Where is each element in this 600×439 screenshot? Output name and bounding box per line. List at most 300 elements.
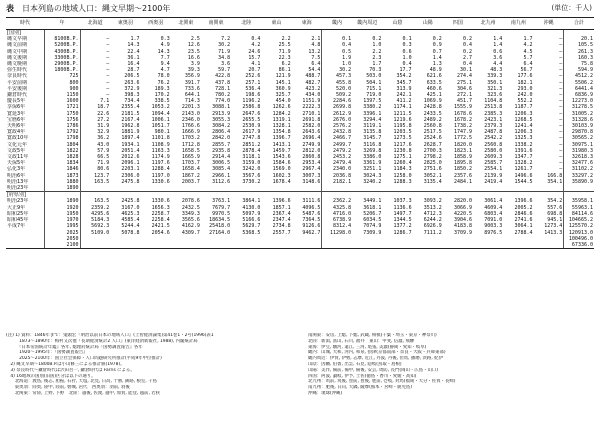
value-cell: 1260.4: [393, 160, 412, 167]
value-cell: [443, 242, 473, 249]
note-line: 2025〜2100年：国立社会保障・人口問題研究所推計(平成9年中位推計): [6, 356, 162, 362]
value-cell: 56.7: [520, 67, 533, 74]
value-cell: 121.9: [275, 73, 291, 80]
value-cell: 7679.7: [212, 204, 231, 211]
column-header: 北陸: [231, 18, 261, 30]
value-cell: 105.5: [564, 42, 594, 48]
value-cell: 2203.1: [121, 166, 140, 173]
value-cell: 644.1: [184, 92, 200, 99]
note-line: (注) 1) 資料：1846年まで：鬼頭宏『明治以前日本の地域人口』(上智経済論集)第41巻1・2号(1996)表1: [6, 333, 214, 338]
value-cell: 4162.9: [181, 223, 200, 230]
value-cell: [110, 185, 140, 192]
note-line: 南関東：安房, 上総, 下総, 武蔵, 相模(千葉・埼玉・東京・神奈川): [308, 333, 437, 338]
value-cell: —: [559, 48, 563, 55]
value-cell: 2453.2: [322, 154, 352, 160]
value-cell: 3242.0: [242, 166, 261, 173]
value-cell: 3145.7: [363, 135, 382, 142]
value-cell: [322, 242, 352, 249]
value-cell: 4.8: [311, 42, 321, 49]
value-cell: 1347.7: [514, 154, 533, 161]
value-cell: 2812.0: [302, 147, 321, 154]
value-cell: [261, 242, 291, 249]
value-cell: [292, 242, 322, 249]
value-cell: 1544.5: [514, 178, 533, 185]
value-cell: [413, 30, 443, 37]
value-cell: 23.5: [187, 48, 200, 55]
value-cell: 36.2: [97, 135, 110, 142]
value-cell: 1766.6: [181, 123, 200, 130]
value-cell: —: [559, 36, 563, 43]
value-cell: 2423.1: [484, 116, 503, 123]
value-cell: 1.0: [372, 42, 382, 49]
value-cell: 2798.2: [423, 154, 442, 161]
value-cell: 30103.9: [564, 123, 594, 129]
note-line: 北関東：常陸, 上野, 下野 北陸：越後, 佐渡, 越中, 加賀, 能登, 越前, 若狭: [6, 390, 161, 396]
value-cell: 4.9: [160, 42, 170, 49]
value-cell: 7.7: [160, 54, 170, 61]
page-header: [0, 0, 600, 18]
value-cell: 0.5: [322, 49, 352, 55]
value-cell: 31980.3: [564, 148, 594, 154]
value-cell: 9003.3: [484, 223, 503, 230]
value-cell: —: [559, 154, 563, 161]
value-cell: 0.2: [463, 36, 473, 43]
value-cell: 2741.6: [514, 217, 533, 224]
value-cell: 9.4: [160, 61, 170, 68]
value-cell: 2820.0: [453, 198, 473, 205]
value-cell: 2258.4: [151, 217, 170, 224]
column-header: 合計: [564, 18, 594, 30]
value-cell: 2582.0: [302, 123, 321, 130]
value-cell: 1328.1: [272, 123, 291, 130]
value-cell: 1569.0: [272, 166, 291, 173]
value-cell: 1665.9: [181, 154, 200, 161]
period-cell: 平安後期: [6, 86, 44, 92]
value-cell: 5206.7: [363, 210, 382, 217]
value-cell: 4585.4: [121, 217, 140, 224]
value-cell: 2489.2: [423, 116, 442, 123]
note-line: 南九州：肥後, 日向, 大隅, 薩摩(熊本・宮崎・鹿児島): [308, 385, 413, 391]
value-cell: 6.2: [281, 61, 291, 68]
value-cell: 261.3: [564, 49, 594, 55]
value-cell: [140, 242, 170, 249]
period-cell: 縄文後期: [6, 55, 44, 61]
value-cell: 6034.5: [363, 217, 382, 224]
value-cell: [443, 185, 473, 192]
value-cell: 5078.8: [121, 229, 140, 236]
value-cell: —: [559, 129, 563, 136]
note-line: 東奥羽：陸奥, 陸中, 陸前, 磐城, 岩代 西奥羽：羽前, 羽後: [6, 385, 130, 391]
value-cell: 0.4: [322, 42, 352, 48]
value-cell: 1258.0: [393, 172, 412, 179]
value-cell: 1174.9: [151, 154, 170, 161]
value-cell: 3148.6: [302, 178, 321, 185]
value-cell: 1772.5: [453, 135, 473, 142]
value-cell: 434.0: [305, 92, 321, 99]
value-cell: 5166.6: [242, 217, 261, 224]
value-cell: 4.5: [523, 48, 533, 55]
year-cell: [44, 30, 80, 37]
value-cell: 48.9: [429, 67, 442, 74]
value-cell: 2432.8: [322, 129, 352, 135]
value-cell: 1738.2: [453, 123, 473, 130]
value-cell: 4130.0: [242, 204, 261, 211]
value-cell: 22.6: [97, 110, 110, 117]
value-cell: [171, 185, 201, 192]
value-cell: 354.2: [547, 198, 563, 205]
value-cell: 945.1: [547, 217, 563, 224]
value-cell: [503, 242, 533, 249]
value-cell: 1288.4: [151, 166, 170, 173]
value-cell: 0.4: [402, 61, 412, 68]
value-cell: [564, 30, 594, 37]
value-cell: 206.5: [124, 73, 140, 80]
value-cell: 2466.7: [322, 135, 352, 141]
value-cell: [231, 192, 261, 199]
year-cell: 1721: [44, 104, 80, 110]
value-cell: 454.0: [275, 98, 291, 105]
value-cell: 1330.6: [151, 198, 170, 205]
value-cell: 34.8: [218, 54, 231, 61]
value-cell: 2357.6: [453, 172, 473, 179]
value-cell: 354.2: [396, 73, 412, 80]
column-header: 時代: [6, 18, 44, 30]
value-cell: 5.7: [523, 54, 533, 61]
value-cell: 1658.4: [181, 166, 200, 173]
note-line: 畿内周辺：伊賀, 伊勢, 志摩, 近江, 丹波, 丹後, 但馬, 播磨, 淡路, 紀伊: [308, 356, 443, 362]
period-cell: 鎌倉時代: [6, 92, 44, 98]
value-cell: 7.5: [311, 54, 321, 61]
value-cell: 2576.2: [322, 123, 352, 129]
value-cell: 2643.6: [302, 129, 321, 136]
value-cell: 2367.4: [272, 210, 291, 217]
year-cell: 4300B.P.: [44, 49, 80, 55]
value-cell: [110, 242, 140, 249]
value-cell: 86.1: [278, 67, 291, 74]
value-cell: 1858.9: [453, 154, 473, 161]
value-cell: 6244.2: [423, 217, 442, 224]
value-cell: 1850.2: [453, 166, 473, 173]
value-cell: 3380.2: [363, 104, 382, 111]
value-cell: —: [559, 135, 563, 142]
value-cell: 3269.8: [363, 147, 382, 154]
note-line: 北陸：新潟, 富山, 石川, 福井 東山：甲斐, 信濃, 飛騨: [308, 338, 415, 344]
value-cell: 4.7: [160, 67, 170, 74]
period-cell: 大正9年: [6, 205, 44, 211]
value-cell: 2913.9: [212, 110, 231, 117]
value-cell: —: [559, 160, 563, 167]
value-cell: 2612.9: [322, 111, 352, 117]
value-cell: 2340.0: [322, 166, 352, 172]
column-header: 畿内周辺: [352, 18, 382, 30]
value-cell: 2878.4: [242, 147, 261, 154]
value-cell: 170.2: [154, 92, 170, 99]
value-cell: 3361.9: [363, 160, 382, 167]
value-cell: 7.2: [221, 36, 231, 43]
year-cell: 1828: [44, 154, 80, 160]
value-cell: 31328.6: [564, 117, 594, 123]
note-line: 東海：伊豆, 駿河, 遠江, 三河, 尾張, 美濃(静岡・愛知・岐阜): [308, 344, 427, 350]
value-cell: 0.1: [322, 36, 352, 42]
value-cell: [382, 242, 412, 249]
value-cell: 2586.8: [242, 104, 261, 111]
period-cell: 慶長5年: [6, 98, 44, 104]
value-cell: 2222.3: [302, 104, 321, 111]
year-cell: 1822: [44, 148, 80, 154]
value-cell: 2788.4: [514, 229, 533, 236]
value-cell: 84114.6: [564, 211, 594, 217]
period-cell: 平安前期: [6, 80, 44, 86]
value-cell: 2734.8: [272, 223, 291, 230]
value-cell: 3763.1: [212, 198, 231, 205]
value-cell: 633.5: [426, 79, 442, 86]
value-cell: 17.7: [399, 67, 412, 74]
value-cell: [564, 192, 594, 199]
value-cell: 2479.4: [322, 160, 352, 166]
period-cell: 弥生時代: [6, 67, 44, 73]
value-cell: 30565.2: [564, 135, 594, 141]
value-cell: 145.1: [275, 79, 291, 86]
value-cell: 1104.8: [484, 98, 503, 105]
value-cell: —: [559, 104, 563, 111]
value-cell: [382, 192, 412, 199]
value-cell: 71.9: [278, 48, 291, 55]
value-cell: 1108.9: [151, 141, 170, 148]
value-cell: 437.8: [215, 79, 231, 86]
value-cell: 31102.2: [564, 166, 594, 172]
value-cell: [231, 242, 261, 249]
section-row: [6, 192, 594, 199]
year-cell: 1873: [44, 173, 80, 179]
value-cell: 2617.9: [242, 129, 261, 136]
value-cell: [261, 185, 291, 192]
value-cell: 2.2: [281, 36, 291, 43]
value-cell: 980.1: [154, 129, 170, 136]
column-header: 東山: [261, 18, 291, 30]
value-cell: 1823.1: [453, 147, 473, 154]
value-cell: 22.3: [278, 54, 291, 61]
value-cell: 2428.8: [423, 104, 442, 111]
period-cell: 寛政10年: [6, 135, 44, 141]
value-cell: 1703.2: [181, 135, 200, 142]
value-cell: 2284.6: [322, 98, 352, 104]
value-cell: 2691.8: [302, 116, 321, 123]
value-cell: 1187.7: [514, 104, 533, 111]
value-cell: 2967.4: [302, 166, 321, 173]
value-cell: 1219.6: [393, 116, 412, 123]
value-cell: [171, 30, 201, 37]
value-cell: 15.7: [248, 54, 261, 61]
value-cell: 1275.1: [393, 154, 412, 161]
note-line: 1920〜1995年：『国勢調査報告』: [6, 350, 88, 356]
value-cell: 2851.2: [242, 141, 261, 148]
value-cell: 1151.9: [302, 98, 321, 105]
value-cell: 2700.3: [423, 147, 442, 154]
column-header: 年: [44, 18, 80, 30]
note-line: 3) 奈良時代〜鎌倉時代は沢田吾一, 鎌倉時代は Farris による。: [6, 367, 135, 373]
value-cell: 7111.2: [423, 229, 442, 236]
value-cell: 594.9: [564, 67, 594, 73]
value-cell: 1712.8: [181, 141, 200, 148]
value-cell: 504.1: [366, 79, 382, 86]
year-cell: 1995: [44, 223, 80, 229]
value-cell: —: [106, 85, 110, 92]
value-cell: 43.0: [97, 141, 110, 148]
value-cell: 6.4: [523, 61, 533, 68]
value-cell: 2.2: [372, 48, 382, 55]
value-cell: 360.9: [275, 85, 291, 92]
value-cell: 1330.6: [151, 178, 170, 185]
value-cell: 1069.9: [423, 98, 442, 105]
value-cell: 1163.3: [151, 147, 170, 154]
value-cell: 734.4: [124, 98, 140, 105]
value-cell: 1413.1: [272, 141, 291, 148]
value-cell: 398.3: [124, 92, 140, 99]
value-cell: 304.6: [456, 85, 473, 92]
value-cell: 2419.4: [484, 178, 503, 185]
value-cell: 2696.4: [302, 135, 321, 142]
value-cell: 30.2: [218, 42, 231, 49]
year-cell: 1880: [44, 179, 80, 185]
value-cell: 33297.2: [564, 173, 594, 179]
value-cell: 482.7: [305, 79, 321, 86]
value-cell: 2487.8: [484, 129, 503, 136]
value-cell: [534, 185, 564, 192]
value-cell: [443, 192, 473, 199]
value-cell: 2181.5: [121, 110, 140, 117]
year-cell: 1792: [44, 129, 80, 135]
value-cell: 3386.0: [363, 154, 382, 161]
value-cell: 163.5: [94, 198, 110, 205]
value-cell: 9126.6: [302, 223, 321, 230]
value-cell: 3135.8: [363, 129, 382, 136]
value-cell: 32618.3: [564, 154, 594, 160]
table-row: [6, 185, 594, 192]
value-cell: 3085.4: [212, 166, 231, 173]
value-cell: 22.4: [127, 48, 140, 55]
value-cell: 59.7: [218, 67, 231, 74]
value-cell: 1658.5: [181, 147, 200, 154]
value-cell: 4625.3: [121, 210, 140, 217]
value-cell: —: [559, 166, 563, 173]
value-cell: 6836.9: [564, 92, 594, 98]
value-cell: 9970.5: [212, 210, 231, 217]
value-cell: [413, 242, 443, 249]
year-cell: 900: [44, 86, 80, 92]
value-cell: 7074.9: [363, 223, 382, 230]
value-cell: [534, 192, 564, 199]
value-cell: 1459.7: [272, 147, 291, 154]
value-cell: 728.1: [215, 85, 231, 92]
column-header: 東奥羽: [110, 18, 140, 30]
value-cell: 1934.1: [121, 141, 140, 148]
value-cell: 2359.2: [91, 204, 110, 211]
value-cell: 1555.9: [453, 104, 473, 111]
value-cell: 177.6: [517, 73, 533, 80]
period-cell: 文政5年: [6, 148, 44, 154]
note-line: 山陰：因幡, 伯耆, 出雲, 石見, 隠岐(鳥取・島根): [308, 361, 402, 367]
value-cell: 1678.6: [453, 110, 473, 117]
value-cell: 4.1: [251, 61, 261, 68]
value-cell: 1094.4: [151, 110, 170, 117]
value-cell: 2825.0: [423, 160, 442, 167]
value-cell: 5629.7: [242, 223, 261, 230]
column-header: 山陽: [413, 18, 443, 30]
value-cell: 3730.2: [242, 178, 261, 185]
value-cell: —: [559, 61, 563, 68]
value-cell: 3240.2: [363, 178, 382, 185]
value-cell: 242.1: [396, 92, 412, 99]
value-cell: —: [559, 85, 563, 92]
column-header: 東海: [292, 18, 322, 30]
year-cell: 8100B.P.: [44, 36, 80, 42]
value-cell: 411.2: [396, 98, 412, 105]
value-cell: 24.6: [248, 48, 261, 55]
value-cell: 5506.2: [564, 80, 594, 86]
value-cell: [201, 185, 231, 192]
value-cell: 698.8: [547, 210, 563, 217]
value-cell: 719.0: [366, 92, 382, 99]
value-cell: 272.1: [456, 92, 473, 99]
value-cell: 1206.3: [514, 110, 533, 117]
value-cell: 3116.8: [363, 141, 382, 148]
note-line: 4) 16地域の国別(旧国)区分は以下の通り。: [6, 373, 96, 379]
value-cell: —: [559, 116, 563, 123]
value-cell: 1.7: [130, 36, 140, 43]
value-cell: 1217.6: [393, 141, 412, 148]
value-cell: [413, 192, 443, 199]
value-cell: 4716.0: [322, 211, 352, 217]
value-cell: 1397.5: [363, 98, 382, 105]
value-cell: 1820.0: [453, 141, 473, 148]
value-cell: 3159.0: [242, 160, 261, 167]
note-line: 畿内：山城, 大和, 河内, 和泉, 摂津(京都南部・奈良・大阪・兵庫東部): [308, 350, 446, 356]
value-cell: [352, 185, 382, 192]
value-cell: 2054.6: [151, 229, 170, 236]
value-cell: 2182.1: [322, 179, 352, 185]
value-cell: 2628.7: [423, 141, 442, 148]
value-cell: 35890.9: [564, 179, 594, 185]
value-cell: 1211.5: [393, 110, 412, 117]
value-cell: 2433.5: [423, 110, 442, 117]
value-cell: 1602.3: [272, 172, 291, 179]
value-cell: 2710.1: [302, 110, 321, 117]
value-cell: 2530.9: [242, 123, 261, 130]
value-cell: 242.0: [517, 92, 533, 99]
value-cell: 2421.5: [151, 223, 170, 230]
value-cell: 2051.4: [121, 147, 140, 154]
value-cell: [473, 185, 503, 192]
period-cell: 奈良時代: [6, 73, 44, 79]
value-cell: 1678.2: [453, 116, 473, 123]
value-cell: 1.4: [432, 54, 442, 61]
value-cell: 274.4: [456, 73, 473, 80]
value-cell: 14.3: [127, 42, 140, 49]
value-cell: 3066.9: [453, 204, 473, 211]
period-cell: 縄文晩期: [6, 61, 44, 67]
section-row: [6, 30, 594, 37]
value-cell: 12273.0: [564, 98, 594, 104]
year-cell: 1890: [44, 185, 80, 192]
value-cell: 715.1: [366, 85, 382, 92]
value-cell: 313.9: [396, 85, 412, 92]
value-cell: 57.9: [97, 147, 110, 154]
value-cell: 1391.6: [514, 147, 533, 154]
value-cell: 2347.4: [272, 217, 291, 224]
value-cell: 3007.3: [302, 172, 321, 179]
year-cell: 1798: [44, 135, 80, 141]
value-cell: [171, 192, 201, 199]
